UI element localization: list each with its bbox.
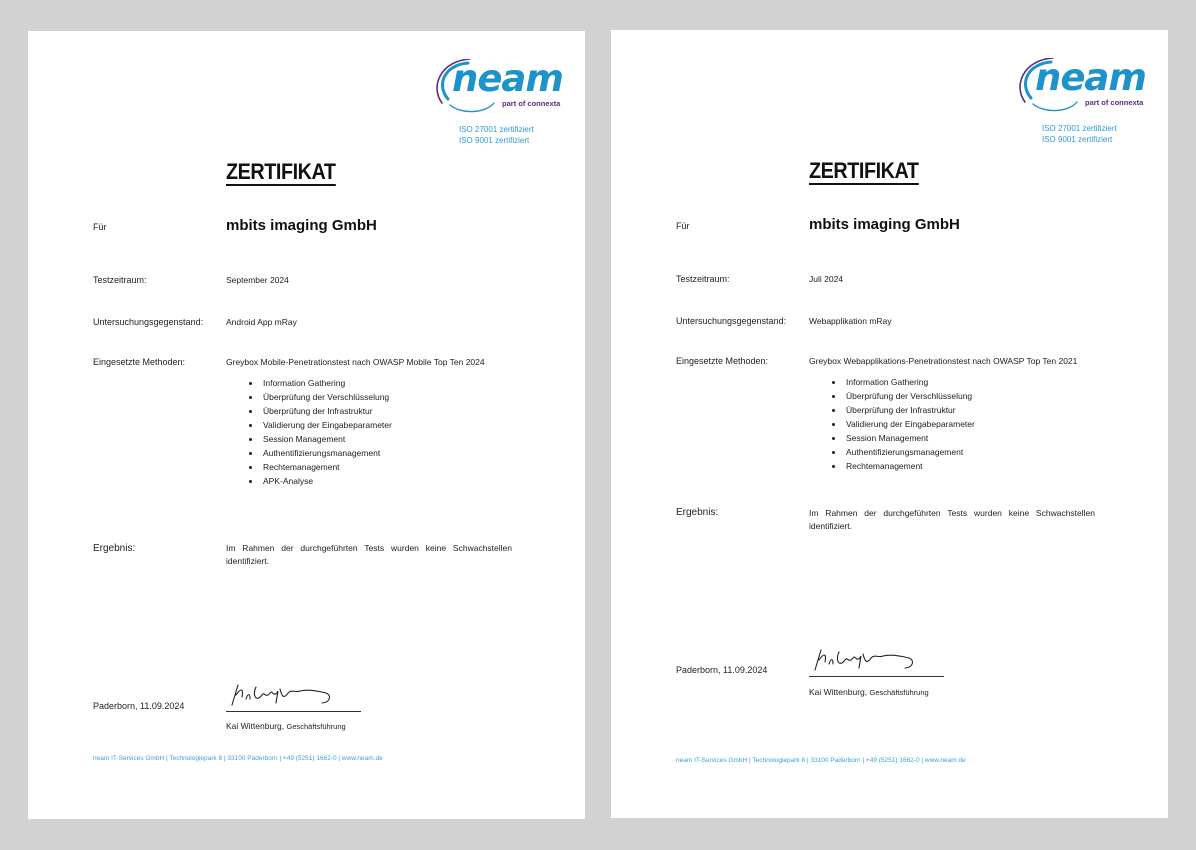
list-item: • Überprüfung der Verschlüsselung	[844, 389, 975, 403]
signer-name: Kai Wittenburg,	[226, 721, 287, 731]
list-item: • Rechtemanagement	[261, 460, 392, 474]
list-item: • Validierung der Eingabeparameter	[844, 417, 975, 431]
methods-label: Eingesetzte Methoden:	[676, 356, 769, 366]
list-item: • Überprüfung der Verschlüsselung	[261, 390, 392, 404]
iso-27001: ISO 27001 zertifiziert	[459, 125, 534, 134]
list-item: • Überprüfung der Infrastruktur	[261, 404, 392, 418]
footer-address: neam IT-Services GmbH | Technologiepark 8 | 33100 Paderborn | +49 (5251) 1662-0 | www.neam.de	[676, 757, 966, 764]
list-item: • Session Management	[844, 431, 975, 445]
signer	[809, 687, 929, 697]
iso-certifications	[459, 124, 534, 146]
iso-certifications	[1042, 123, 1117, 145]
subject-value: Webapplikation mRay	[809, 316, 892, 326]
list-item: • Authentifizierungsmanagement	[261, 446, 392, 460]
logo-word: neam	[1035, 56, 1146, 99]
period-value: Juli 2024	[809, 274, 844, 284]
methods-value: Greybox Mobile-Penetrationstest nach OWASP Mobile Top Ten 2024	[226, 357, 485, 367]
recipient-name: mbits imaging GmbH	[809, 216, 960, 233]
place-date: Paderborn, 11.09.2024	[676, 665, 768, 675]
certificate-page-web	[611, 30, 1168, 818]
certificate-title: ZERTIFIKAT	[809, 158, 919, 183]
certificate-title: ZERTIFIKAT	[226, 159, 336, 184]
list-item: • Überprüfung der Infrastruktur	[844, 403, 975, 417]
logo-tagline: part of connexta	[1085, 98, 1144, 107]
signer	[226, 721, 346, 731]
logo-tagline: part of connexta	[502, 99, 561, 108]
result-label: Ergebnis:	[676, 507, 719, 518]
list-item: • Information Gathering	[844, 375, 975, 389]
iso-27001: ISO 27001 zertifiziert	[1042, 124, 1117, 133]
list-item: • APK-Analyse	[261, 474, 392, 488]
list-item: • Validierung der Eingabeparameter	[261, 418, 392, 432]
footer-address: neam IT-Services GmbH | Technologiepark 8 | 33100 Paderborn | +49 (5251) 1662-0 | www.neam.de	[93, 755, 383, 762]
signature-line	[226, 711, 361, 712]
signer-role: Geschäftsführung	[286, 722, 346, 731]
list-item: • Session Management	[261, 432, 392, 446]
place-date: Paderborn, 11.09.2024	[93, 701, 185, 711]
recipient-name: mbits imaging GmbH	[226, 217, 377, 234]
recipient-label: Für	[93, 222, 107, 232]
period-label: Testzeitraum:	[676, 274, 730, 284]
neam-logo	[434, 57, 563, 117]
list-item: • Information Gathering	[261, 376, 392, 390]
neam-logo	[1017, 56, 1146, 116]
signer-name: Kai Wittenburg,	[809, 687, 870, 697]
signature	[226, 677, 364, 713]
signer-role: Geschäftsführung	[869, 688, 929, 697]
iso-9001: ISO 9001 zertifiziert	[459, 136, 530, 145]
subject-value: Android App mRay	[226, 317, 297, 327]
list-item: • Authentifizierungsmanagement	[844, 445, 975, 459]
period-value: September 2024	[226, 275, 289, 285]
methods-value: Greybox Webapplikations-Penetrationstest nach OWASP Top Ten 2021	[809, 356, 1078, 366]
result-label: Ergebnis:	[93, 543, 136, 554]
period-label: Testzeitraum:	[93, 275, 147, 285]
method-list	[826, 375, 975, 473]
signature-line	[809, 676, 944, 677]
result-text: Im Rahmen der durchgeführten Tests wurden keine Schwachstellen identifiziert.	[226, 543, 512, 566]
subject-label: Untersuchungsgegenstand:	[676, 316, 787, 326]
certificate-page-mobile	[28, 31, 585, 819]
list-item: • Rechtemanagement	[844, 459, 975, 473]
logo-word: neam	[452, 57, 563, 100]
signature	[809, 642, 947, 678]
result-text: Im Rahmen der durchgeführten Tests wurden keine Schwachstellen identifiziert.	[809, 508, 1095, 531]
iso-9001: ISO 9001 zertifiziert	[1042, 135, 1113, 144]
subject-label: Untersuchungsgegenstand:	[93, 317, 204, 327]
recipient-label: Für	[676, 221, 690, 231]
methods-label: Eingesetzte Methoden:	[93, 357, 186, 367]
method-list	[243, 376, 392, 488]
